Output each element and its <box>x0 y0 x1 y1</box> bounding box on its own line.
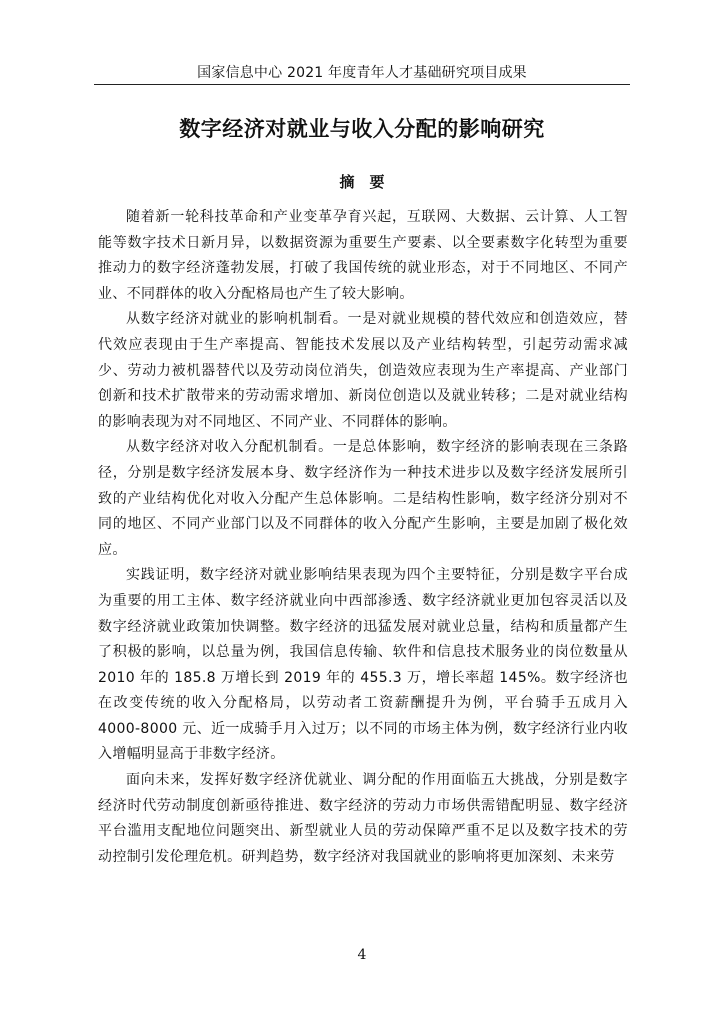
document-title: 数字经济对就业与收入分配的影响研究 <box>179 117 545 141</box>
abstract-heading: 摘 要 <box>339 173 385 191</box>
abstract-paragraph: 从数字经济对就业的影响机制看。一是对就业规模的替代效应和创造效应，替代效应表现由于生产率提高、智能技术发展以及产业结构转型，引起劳动需求减少、劳动力被机器替代以及劳动岗位消失，创造效应表现为生产率提高、产业部门创新和技术扩散带来的劳动需求增加、新岗位创造以及就业转移；二是对就业结构的影响表现为对不同地区、不同产业、不同群体的影响。 <box>98 311 628 430</box>
abstract-paragraph: 从数字经济对收入分配机制看。一是总体影响，数字经济的影响表现在三条路径，分别是数字经济发展本身、数字经济作为一种技术进步以及数字经济发展所引致的产业结构优化对收入分配产生总体影响。二是结构性影响，数字经济分别对不同的地区、不同产业部门以及不同群体的收入分配产生影响，主要是加剧了极化效应。 <box>98 439 628 558</box>
abstract-paragraph: 面向未来，发挥好数字经济优就业、调分配的作用面临五大挑战，分别是数字经济时代劳动制度创新亟待推进、数字经济的劳动力市场供需错配明显、数字经济平台滥用支配地位问题突出、新型就业人员的劳动保障严重不足以及数字技术的劳动控制引发伦理危机。研判趋势，数字经济对我国就业的影响将更加深刻、未来劳 <box>98 772 628 865</box>
page-number: 4 <box>357 947 367 963</box>
abstract-body <box>98 205 628 870</box>
abstract-paragraph: 实践证明，数字经济对就业影响结果表现为四个主要特征，分别是数字平台成为重要的用工主体、数字经济就业向中西部渗透、数字经济就业更加包容灵活以及数字经济就业政策加快调整。数字经济的迅猛发展对就业总量，结构和质量都产生了积极的影响，以总量为例，我国信息传输、软件和信息技术服务业的岗位数量从 2010 年的 185.8 万增长到 2019 年的 455.3 万，增长率超 145%。数字经济也在改变传统的收入分配格局，以劳动者工资薪酬提升为例，平台骑手五成月入 4000-8000 元、近一成骑手月入过万；以不同的市场主体为例，数字经济行业内收入增幅明显高于非数字经济。 <box>98 567 628 763</box>
running-header: 国家信息中心 2021 年度青年人才基础研究项目成果 <box>197 65 527 81</box>
abstract-paragraph: 随着新一轮科技革命和产业变革孕育兴起，互联网、大数据、云计算、人工智能等数字技术日新月异，以数据资源为重要生产要素、以全要素数字化转型为重要推动力的数字经济蓬勃发展，打破了我国传统的就业形态，对于不同地区、不同产业、不同群体的收入分配格局也产生了较大影响。 <box>98 209 628 302</box>
header-divider <box>94 84 630 85</box>
